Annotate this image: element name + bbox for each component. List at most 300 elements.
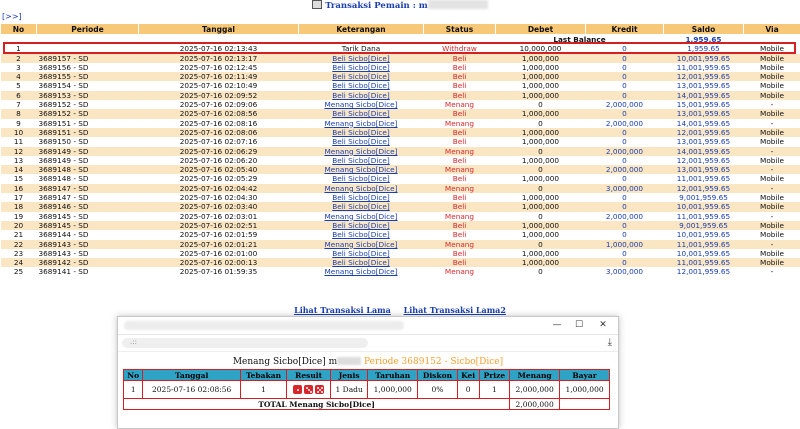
cell-periode: 3689155 - SD — [37, 72, 139, 81]
cell-status: Menang — [424, 267, 496, 276]
cell-tanggal: 2025-07-16 02:06:29 — [139, 147, 299, 156]
cell-tanggal: 2025-07-16 02:08:16 — [139, 119, 299, 128]
cell-tanggal: 2025-07-16 02:01:59 — [139, 230, 299, 239]
cell-keterangan[interactable]: Beli Sicbo[Dice] — [332, 91, 389, 100]
detail-column-header: Tanggal — [143, 370, 240, 381]
total-label: TOTAL Menang Sicbo[Dice] — [124, 399, 510, 410]
cell-debet: 1,000,000 — [496, 63, 586, 72]
cell-saldo: 12,001,959.65 — [664, 156, 744, 165]
table-row — [1, 109, 800, 118]
cell-tanggal: 2025-07-16 02:05:29 — [139, 174, 299, 183]
cell-no: 5 — [1, 81, 37, 90]
total-empty — [560, 399, 610, 410]
cell-kredit: 3,000,000 — [586, 184, 664, 193]
detail-result — [287, 381, 331, 399]
cell-kredit: 0 — [586, 54, 664, 63]
cell-tanggal: 2025-07-16 02:03:01 — [139, 212, 299, 221]
cell-keterangan[interactable]: Beli Sicbo[Dice] — [332, 193, 389, 202]
cell-no: 15 — [1, 174, 37, 183]
detail-column-header: No — [124, 370, 143, 381]
cell-saldo: 12,001,959.65 — [664, 184, 744, 193]
cell-status: Beli — [424, 91, 496, 100]
detail-popup-window — [117, 316, 619, 429]
cell-via: - — [744, 147, 800, 156]
cell-no: 20 — [1, 221, 37, 230]
detail-row — [124, 381, 610, 399]
cell-keterangan[interactable]: Beli Sicbo[Dice] — [332, 230, 389, 239]
cell-status: Beli — [424, 72, 496, 81]
cell-no: 6 — [1, 91, 37, 100]
cell-kredit: 2,000,000 — [586, 147, 664, 156]
transactions-table — [0, 23, 800, 277]
cell-periode: 3689150 - SD — [37, 137, 139, 146]
cell-kredit: 2,000,000 — [586, 100, 664, 109]
cell-status: Beli — [424, 63, 496, 72]
cell-keterangan[interactable]: Menang Sicbo[Dice] — [324, 184, 397, 193]
cell-periode: 3689145 - SD — [37, 221, 139, 230]
cell-debet: 1,000,000 — [496, 54, 586, 63]
cell-via: Mobile — [744, 249, 800, 258]
cell-via: Mobile — [744, 258, 800, 267]
cell-periode: 3689149 - SD — [37, 156, 139, 165]
cell-keterangan[interactable]: Beli Sicbo[Dice] — [332, 156, 389, 165]
cell-periode: 3689149 - SD — [37, 147, 139, 156]
cell-keterangan[interactable]: Beli Sicbo[Dice] — [332, 174, 389, 183]
cell-via: Mobile — [744, 91, 800, 100]
detail-column-header: Result — [287, 370, 331, 381]
cell-via: - — [744, 240, 800, 249]
table-row — [1, 81, 800, 90]
table-row — [1, 54, 800, 63]
cell-no: 16 — [1, 184, 37, 193]
cell-no: 10 — [1, 128, 37, 137]
cell-keterangan[interactable]: Beli Sicbo[Dice] — [332, 54, 389, 63]
blurred-username — [428, 0, 488, 9]
cell-periode — [37, 44, 139, 53]
cell-kredit: 0 — [586, 174, 664, 183]
column-header: Debet — [496, 24, 586, 35]
cell-debet: 10,000,000 — [496, 44, 586, 53]
table-row — [1, 193, 800, 202]
cell-saldo: 11,001,959.65 — [664, 63, 744, 72]
cell-periode: 3689142 - SD — [37, 258, 139, 267]
cell-via: Mobile — [744, 81, 800, 90]
cell-saldo: 14,001,959.65 — [664, 91, 744, 100]
cell-keterangan[interactable]: Menang Sicbo[Dice] — [324, 212, 397, 221]
cell-debet: 1,000,000 — [496, 91, 586, 100]
cell-kredit: 0 — [586, 72, 664, 81]
cell-saldo: 10,001,959.65 — [664, 230, 744, 239]
cell-status: Beli — [424, 54, 496, 63]
cell-saldo: 13,001,959.65 — [664, 81, 744, 90]
cell-no: 21 — [1, 230, 37, 239]
cell-no: 11 — [1, 137, 37, 146]
cell-tanggal: 2025-07-16 02:01:00 — [139, 249, 299, 258]
cell-keterangan: Tarik Dana — [342, 44, 380, 53]
cell-saldo: 10,001,959.65 — [664, 202, 744, 211]
cell-status: Menang — [424, 119, 496, 128]
table-row — [1, 119, 800, 128]
cell-keterangan[interactable]: Menang Sicbo[Dice] — [324, 100, 397, 109]
cell-debet: 1,000,000 — [496, 221, 586, 230]
column-header: Kredit — [586, 24, 664, 35]
detail-jenis: 1 Dadu — [331, 381, 368, 399]
table-row — [1, 212, 800, 221]
cell-kredit: 1,000,000 — [586, 240, 664, 249]
detail-column-header: Diskon — [418, 370, 458, 381]
cell-status: Menang — [424, 100, 496, 109]
cell-no: 18 — [1, 202, 37, 211]
table-row — [1, 267, 800, 276]
cell-periode: 3689144 - SD — [37, 230, 139, 239]
detail-prize: 1 — [479, 381, 510, 399]
cell-status: Beli — [424, 137, 496, 146]
column-header: Tanggal — [139, 24, 299, 35]
cell-keterangan[interactable]: Menang Sicbo[Dice] — [324, 147, 397, 156]
detail-column-header: Menang — [510, 370, 560, 381]
detail-no: 1 — [124, 381, 143, 399]
cell-no: 4 — [1, 72, 37, 81]
cell-periode: 3689151 - SD — [37, 119, 139, 128]
detail-menang: 2,000,000 — [510, 381, 560, 399]
cell-status: Beli — [424, 202, 496, 211]
cell-periode: 3689141 - SD — [37, 267, 139, 276]
last-balance-row — [1, 35, 800, 45]
minimize-icon[interactable]: — — [548, 318, 566, 333]
cell-saldo: 13,001,959.65 — [664, 109, 744, 118]
cell-via: - — [744, 165, 800, 174]
cell-status: Beli — [424, 249, 496, 258]
top-bar — [0, 0, 800, 24]
detail-tanggal: 2025-07-16 02:08:56 — [143, 381, 240, 399]
cell-kredit: 0 — [586, 44, 664, 53]
cell-via: - — [744, 100, 800, 109]
maximize-icon[interactable]: ☐ — [570, 318, 588, 333]
table-row — [1, 128, 800, 137]
table-row — [1, 184, 800, 193]
cell-periode: 3689146 - SD — [37, 202, 139, 211]
total-value: 2,000,000 — [510, 399, 560, 410]
cell-no: 19 — [1, 212, 37, 221]
detail-header-row — [124, 370, 610, 381]
cell-keterangan[interactable]: Beli Sicbo[Dice] — [332, 249, 389, 258]
cell-tanggal: 2025-07-16 02:00:13 — [139, 258, 299, 267]
cell-periode: 3689147 - SD — [37, 184, 139, 193]
cell-status: Beli — [424, 193, 496, 202]
old-transactions2-link[interactable]: Lihat Transaksi Lama2 — [404, 305, 506, 315]
cell-debet: 1,000,000 — [496, 174, 586, 183]
cell-via: Mobile — [744, 72, 800, 81]
blurred-username — [337, 357, 361, 365]
cell-status: Menang — [424, 147, 496, 156]
cell-debet: 1,000,000 — [496, 202, 586, 211]
cell-debet: 1,000,000 — [496, 128, 586, 137]
dice-icon — [293, 385, 302, 394]
cell-via: Mobile — [744, 137, 800, 146]
dice-icon — [304, 385, 313, 394]
cell-debet: 0 — [496, 165, 586, 174]
column-header: Keterangan — [299, 24, 424, 35]
cell-saldo: 13,001,959.65 — [664, 165, 744, 174]
cell-keterangan[interactable]: Beli Sicbo[Dice] — [332, 137, 389, 146]
cell-tanggal: 2025-07-16 02:09:06 — [139, 100, 299, 109]
cell-via: Mobile — [744, 63, 800, 72]
cell-tanggal: 2025-07-16 02:06:20 — [139, 156, 299, 165]
cell-kredit: 0 — [586, 128, 664, 137]
cell-kredit: 0 — [586, 109, 664, 118]
cell-saldo: 14,001,959.65 — [664, 147, 744, 156]
cell-kredit: 0 — [586, 193, 664, 202]
cell-kredit: 0 — [586, 156, 664, 165]
cell-saldo: 10,001,959.65 — [664, 54, 744, 63]
cell-debet: 0 — [496, 267, 586, 276]
cell-saldo: 11,001,959.65 — [664, 174, 744, 183]
cell-via: - — [744, 212, 800, 221]
cell-tanggal: 2025-07-16 02:02:51 — [139, 221, 299, 230]
table-row — [1, 44, 800, 53]
cell-debet: 0 — [496, 119, 586, 128]
cell-tanggal: 2025-07-16 02:01:21 — [139, 240, 299, 249]
cell-keterangan[interactable]: Beli Sicbo[Dice] — [332, 221, 389, 230]
cell-kredit: 2,000,000 — [586, 119, 664, 128]
cell-keterangan[interactable]: Beli Sicbo[Dice] — [332, 72, 389, 81]
cell-tanggal: 2025-07-16 02:08:06 — [139, 128, 299, 137]
cell-status: Beli — [424, 221, 496, 230]
bet-detail-table — [123, 369, 610, 410]
table-row — [1, 137, 800, 146]
back-link[interactable]: [>>] — [2, 12, 22, 21]
cell-no: 13 — [1, 156, 37, 165]
cell-periode: 3689147 - SD — [37, 193, 139, 202]
detail-tebakan: 1 — [240, 381, 286, 399]
cell-periode: 3689143 - SD — [37, 240, 139, 249]
detail-column-header: Prize — [479, 370, 510, 381]
cell-no: 7 — [1, 100, 37, 109]
cell-keterangan[interactable]: Menang Sicbo[Dice] — [324, 165, 397, 174]
cell-saldo: 11,001,959.65 — [664, 212, 744, 221]
window-icon — [312, 0, 322, 9]
cell-periode: 3689148 - SD — [37, 174, 139, 183]
cell-status: Beli — [424, 174, 496, 183]
cell-tanggal: 2025-07-16 02:05:40 — [139, 165, 299, 174]
table-row — [1, 165, 800, 174]
cell-via: Mobile — [744, 221, 800, 230]
table-row — [1, 230, 800, 239]
cell-kredit: 2,000,000 — [586, 212, 664, 221]
detail-diskon: 0% — [418, 381, 458, 399]
cell-no: 25 — [1, 267, 37, 276]
cell-tanggal: 2025-07-16 02:08:56 — [139, 109, 299, 118]
cell-via: Mobile — [744, 174, 800, 183]
table-row — [1, 202, 800, 211]
cell-tanggal: 2025-07-16 01:59:35 — [139, 267, 299, 276]
cell-status: Beli — [424, 128, 496, 137]
cell-saldo: 12,001,959.65 — [664, 128, 744, 137]
table-row — [1, 156, 800, 165]
table-row — [1, 72, 800, 81]
cell-status: Menang — [424, 240, 496, 249]
popup-heading: Menang Sicbo[Dice] m Periode 3689152 - Sicbo[Dice] — [122, 356, 614, 368]
column-header: Saldo — [664, 24, 744, 35]
cell-keterangan[interactable]: Beli Sicbo[Dice] — [332, 202, 389, 211]
table-row — [1, 240, 800, 249]
detail-column-header: Kei — [457, 370, 479, 381]
cell-debet: 1,000,000 — [496, 193, 586, 202]
column-header: Status — [424, 24, 496, 35]
detail-kei: 0 — [457, 381, 479, 399]
close-icon[interactable]: ✕ — [594, 318, 612, 333]
cell-no: 1 — [1, 44, 37, 53]
cell-debet: 1,000,000 — [496, 249, 586, 258]
cell-via: Mobile — [744, 156, 800, 165]
cell-keterangan[interactable]: Beli Sicbo[Dice] — [332, 63, 389, 72]
cell-kredit: 0 — [586, 249, 664, 258]
cell-no: 2 — [1, 54, 37, 63]
cell-periode: 3689143 - SD — [37, 249, 139, 258]
cell-periode: 3689152 - SD — [37, 109, 139, 118]
cell-saldo: 15,001,959.65 — [664, 100, 744, 109]
cell-debet: 1,000,000 — [496, 109, 586, 118]
cell-no: 24 — [1, 258, 37, 267]
cell-status: Beli — [424, 81, 496, 90]
cell-keterangan[interactable]: Beli Sicbo[Dice] — [332, 81, 389, 90]
cell-kredit: 3,000,000 — [586, 267, 664, 276]
cell-saldo: 11,001,959.65 — [664, 258, 744, 267]
cell-tanggal: 2025-07-16 02:03:40 — [139, 202, 299, 211]
cell-no: 14 — [1, 165, 37, 174]
cell-tanggal: 2025-07-16 02:11:49 — [139, 72, 299, 81]
cell-saldo: 12,001,959.65 — [664, 267, 744, 276]
cell-no: 12 — [1, 147, 37, 156]
table-row — [1, 100, 800, 109]
cell-no: 22 — [1, 240, 37, 249]
cell-kredit: 2,000,000 — [586, 165, 664, 174]
cell-keterangan[interactable]: Beli Sicbo[Dice] — [332, 128, 389, 137]
dice-icon — [315, 385, 324, 394]
cell-via: - — [744, 267, 800, 276]
cell-status: Menang — [424, 165, 496, 174]
cell-periode: 3689151 - SD — [37, 128, 139, 137]
old-transactions-link[interactable]: Lihat Transaksi Lama — [294, 305, 391, 315]
cell-kredit: 0 — [586, 81, 664, 90]
cell-saldo: 9,001,959.65 — [664, 221, 744, 230]
cell-via: Mobile — [744, 54, 800, 63]
cell-keterangan[interactable]: Menang Sicbo[Dice] — [324, 240, 397, 249]
cell-tanggal: 2025-07-16 02:10:49 — [139, 81, 299, 90]
cell-periode: 3689148 - SD — [37, 165, 139, 174]
column-header: Periode — [37, 24, 139, 35]
cell-via: Mobile — [744, 230, 800, 239]
cell-no: 9 — [1, 119, 37, 128]
cell-saldo: 13,001,959.65 — [664, 137, 744, 146]
cell-debet: 0 — [496, 147, 586, 156]
cell-keterangan[interactable]: Menang Sicbo[Dice] — [324, 267, 397, 276]
cell-via: - — [744, 119, 800, 128]
cell-tanggal: 2025-07-16 02:04:42 — [139, 184, 299, 193]
table-row — [1, 174, 800, 183]
cell-status: Beli — [424, 109, 496, 118]
cell-debet: 1,000,000 — [496, 137, 586, 146]
cell-keterangan[interactable]: Beli Sicbo[Dice] — [332, 109, 389, 118]
table-row — [1, 258, 800, 267]
detail-column-header: Bayar — [560, 370, 610, 381]
cell-kredit: 0 — [586, 63, 664, 72]
cell-tanggal: 2025-07-16 02:09:52 — [139, 91, 299, 100]
download-icon[interactable]: ⤓ — [608, 337, 612, 348]
cell-saldo: 1,959.65 — [664, 44, 744, 53]
table-row — [1, 221, 800, 230]
cell-keterangan[interactable]: Beli Sicbo[Dice] — [332, 258, 389, 267]
cell-via: Mobile — [744, 202, 800, 211]
detail-taruhan: 1,000,000 — [368, 381, 418, 399]
column-header: Via — [744, 24, 800, 35]
cell-kredit: 0 — [586, 230, 664, 239]
cell-saldo: 9,001,959.65 — [664, 193, 744, 202]
cell-via: Mobile — [744, 109, 800, 118]
table-header-row — [1, 24, 800, 35]
cell-debet: 1,000,000 — [496, 230, 586, 239]
cell-keterangan[interactable]: Menang Sicbo[Dice] — [324, 119, 397, 128]
cell-debet: 0 — [496, 212, 586, 221]
cell-kredit: 0 — [586, 91, 664, 100]
cell-debet: 0 — [496, 100, 586, 109]
cell-periode: 3689145 - SD — [37, 212, 139, 221]
cell-tanggal: 2025-07-16 02:13:17 — [139, 54, 299, 63]
cell-no: 23 — [1, 249, 37, 258]
detail-column-header: Tebakan — [240, 370, 286, 381]
cell-via: Mobile — [744, 128, 800, 137]
cell-periode: 3689154 - SD — [37, 81, 139, 90]
cell-status: Menang — [424, 212, 496, 221]
last-balance-value: 1,959.65 — [664, 35, 744, 45]
cell-status: Beli — [424, 258, 496, 267]
column-header: No — [1, 24, 37, 35]
cell-debet: 1,000,000 — [496, 72, 586, 81]
cell-debet: 0 — [496, 184, 586, 193]
cell-saldo: 12,001,959.65 — [664, 72, 744, 81]
cell-kredit: 0 — [586, 258, 664, 267]
cell-status: Withdraw — [424, 44, 496, 53]
cell-saldo: 11,001,959.65 — [664, 240, 744, 249]
cell-saldo: 14,001,959.65 — [664, 119, 744, 128]
address-bar[interactable] — [118, 335, 618, 352]
cell-debet: 0 — [496, 240, 586, 249]
cell-tanggal: 2025-07-16 02:04:30 — [139, 193, 299, 202]
cell-debet: 1,000,000 — [496, 156, 586, 165]
cell-status: Beli — [424, 230, 496, 239]
cell-tanggal: 2025-07-16 02:13:43 — [139, 44, 299, 53]
last-balance-label: Last Balance — [496, 35, 664, 45]
table-row — [1, 147, 800, 156]
cell-status: Beli — [424, 156, 496, 165]
cell-periode: 3689157 - SD — [37, 54, 139, 63]
blurred-tab — [124, 321, 404, 330]
cell-via: - — [744, 184, 800, 193]
table-row — [1, 91, 800, 100]
cell-via: Mobile — [744, 193, 800, 202]
detail-column-header: Jenis — [331, 370, 368, 381]
cell-debet: 1,000,000 — [496, 258, 586, 267]
cell-no: 17 — [1, 193, 37, 202]
cell-via: Mobile — [744, 44, 800, 53]
detail-column-header: Taruhan — [368, 370, 418, 381]
cell-periode: 3689152 - SD — [37, 100, 139, 109]
address-field[interactable]: .:: — [122, 338, 368, 348]
cell-periode: 3689156 - SD — [37, 63, 139, 72]
cell-kredit: 0 — [586, 137, 664, 146]
cell-kredit: 0 — [586, 221, 664, 230]
table-row — [1, 249, 800, 258]
